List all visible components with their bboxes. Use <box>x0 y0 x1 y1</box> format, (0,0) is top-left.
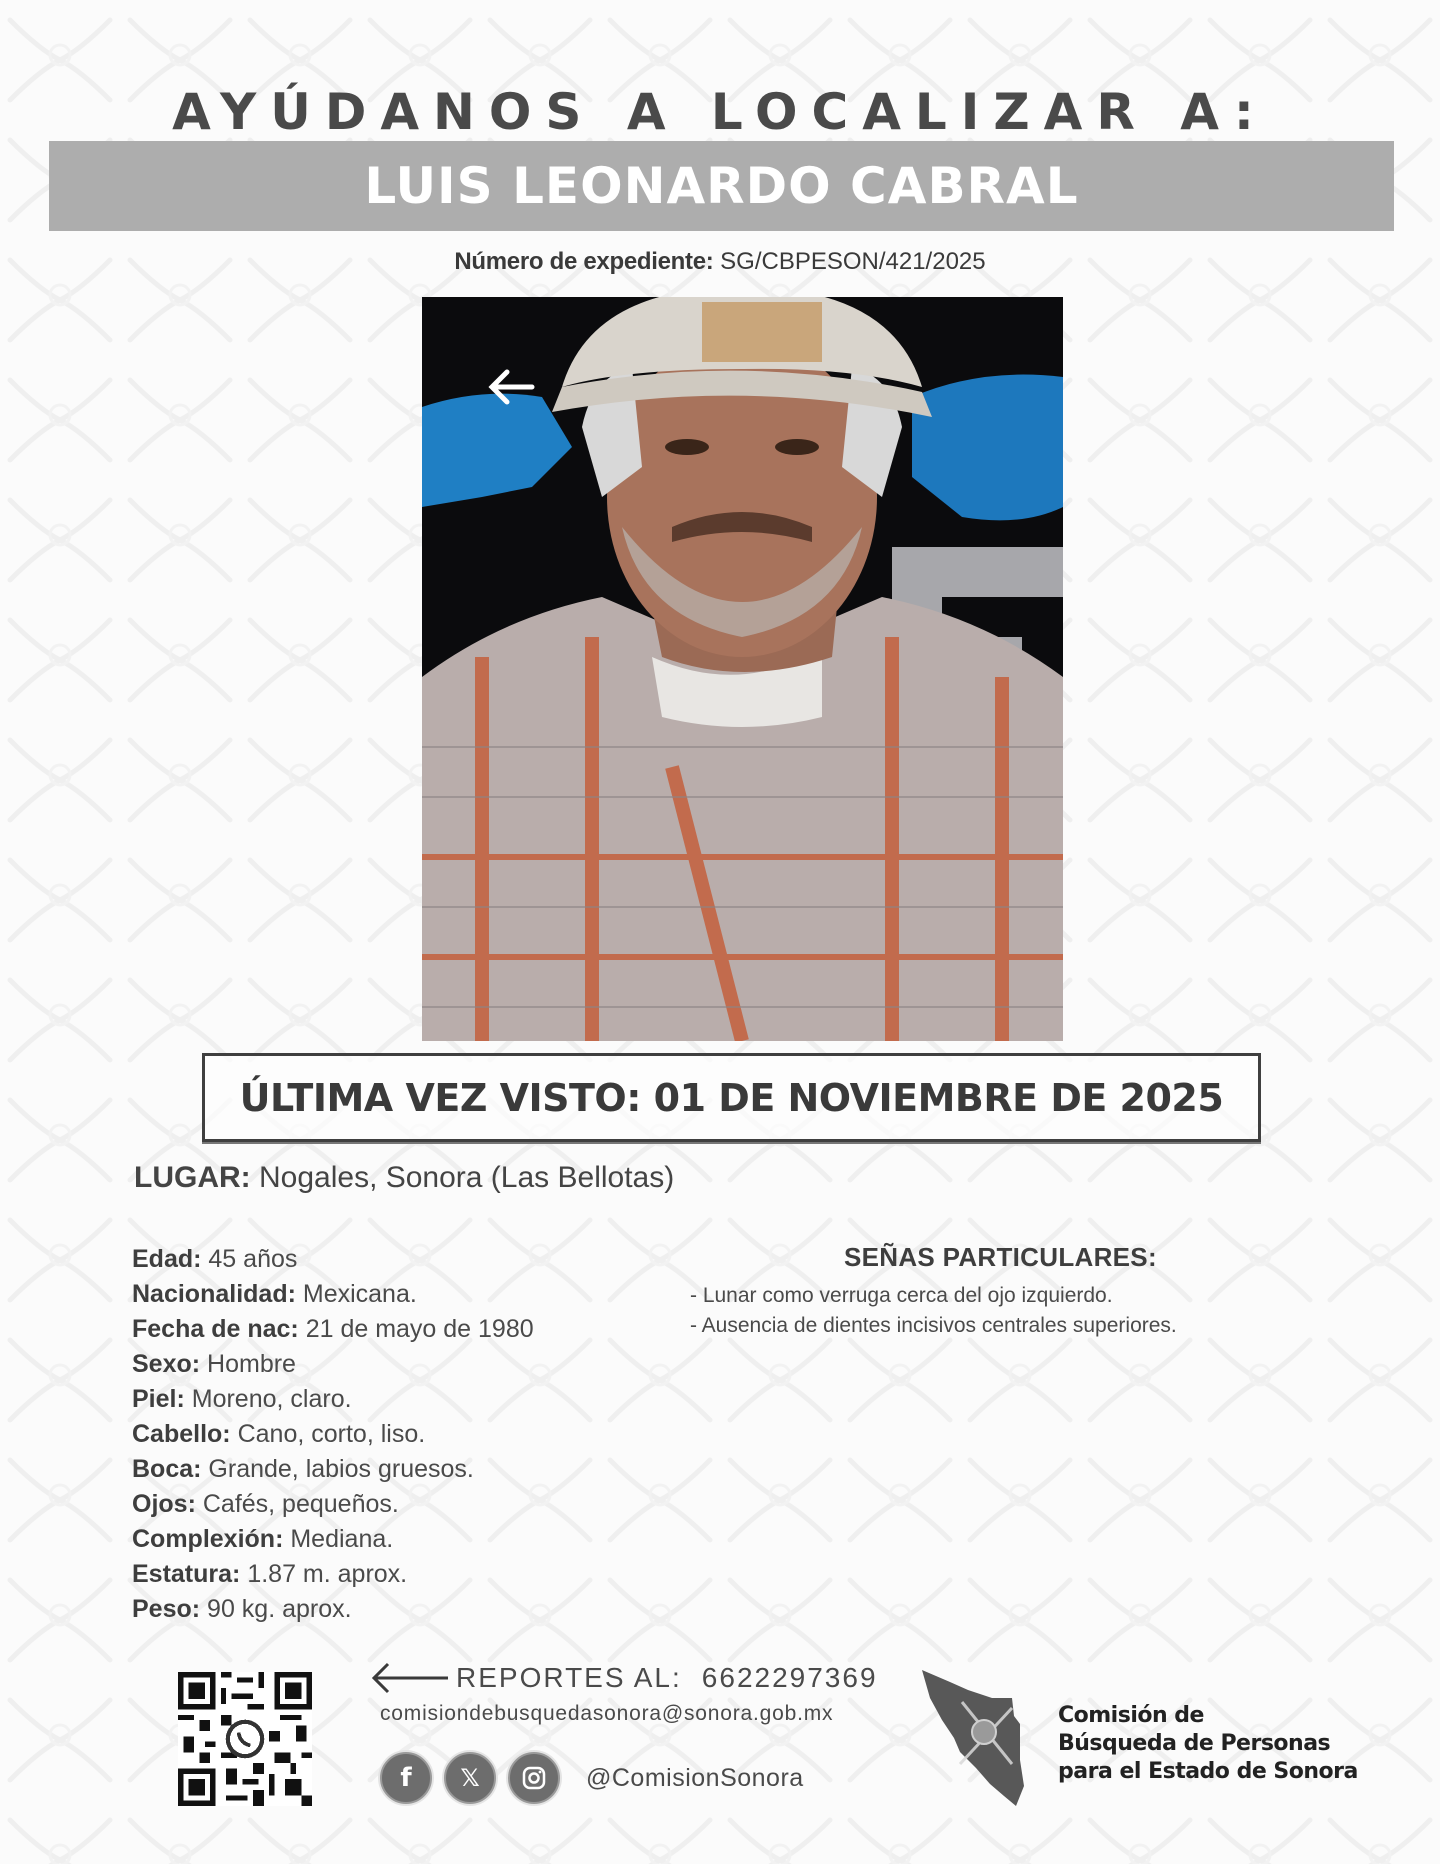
report-phone[interactable]: 6622297369 <box>701 1662 878 1693</box>
detail-build: Complexión: Mediana. <box>132 1525 394 1553</box>
physical-details-list <box>132 1242 534 1627</box>
social-handle[interactable]: @ComisionSonora <box>586 1763 804 1792</box>
missing-person-name: LUIS LEONARDO CABRAL <box>364 157 1079 215</box>
detail-birthdate: Fecha de nac: 21 de mayo de 1980 <box>132 1315 534 1343</box>
detail-skin: Piel: Moreno, claro. <box>132 1385 352 1413</box>
distinguishing-marks-list <box>690 1281 1177 1341</box>
report-email[interactable]: comisiondebusquedasonora@sonora.gob.mx <box>380 1702 834 1725</box>
location-label: LUGAR: <box>134 1161 251 1194</box>
distinguishing-mark: - Ausencia de dientes incisivos centrales superiores. <box>690 1314 1177 1337</box>
detail-sex: Sexo: Hombre <box>132 1350 296 1378</box>
name-banner <box>49 141 1394 231</box>
detail-eyes: Ojos: Cafés, pequeños. <box>132 1490 399 1518</box>
x-twitter-icon[interactable]: 𝕏 <box>444 1752 496 1804</box>
detail-weight: Peso: 90 kg. aprox. <box>132 1595 352 1623</box>
location-value: Nogales, Sonora (Las Bellotas) <box>259 1161 675 1194</box>
case-number-label: Número de expediente: <box>454 248 714 275</box>
facebook-icon[interactable]: f <box>380 1752 432 1804</box>
distinguishing-mark: - Lunar como verruga cerca del ojo izquierdo. <box>690 1284 1113 1307</box>
detail-height: Estatura: 1.87 m. aprox. <box>132 1560 408 1588</box>
detail-mouth: Boca: Grande, labios gruesos. <box>132 1455 474 1483</box>
report-line <box>370 1660 878 1696</box>
commission-name: Comisión de Búsqueda de Personas para el Estado de Sonora <box>1058 1703 1358 1784</box>
person-photo <box>422 297 1063 1041</box>
last-seen-box <box>202 1053 1261 1142</box>
location <box>134 1161 674 1195</box>
case-number-value: SG/CBPESON/421/2025 <box>720 248 986 275</box>
detail-hair: Cabello: Cano, corto, liso. <box>132 1420 426 1448</box>
detail-age: Edad: 45 años <box>132 1245 298 1273</box>
arrow-left-icon <box>370 1660 450 1696</box>
instagram-icon[interactable] <box>508 1752 560 1804</box>
case-number <box>0 248 1440 276</box>
page-title: AYÚDANOS A LOCALIZAR A: <box>172 83 1268 141</box>
report-label: REPORTES AL: <box>456 1662 682 1693</box>
sonora-commission-logo-icon <box>920 1668 1038 1808</box>
distinguishing-marks-title: SEÑAS PARTICULARES: <box>844 1242 1157 1272</box>
social-links <box>380 1752 804 1804</box>
last-seen-date: ÚLTIMA VEZ VISTO: 01 DE NOVIEMBRE DE 2025 <box>239 1075 1224 1120</box>
detail-nationality: Nacionalidad: Mexicana. <box>132 1280 417 1308</box>
whatsapp-qr-code[interactable] <box>178 1672 312 1806</box>
